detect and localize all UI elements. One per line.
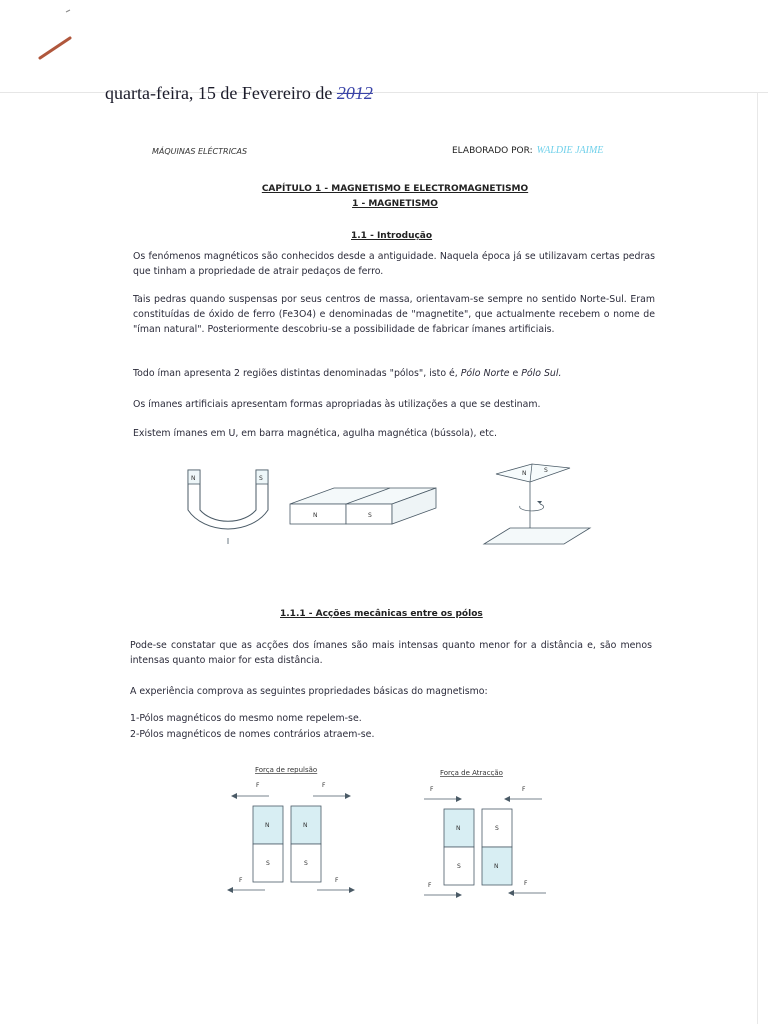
prepared-by xyxy=(452,145,603,156)
compass-south: S xyxy=(544,467,548,474)
bar-magnet-south: S xyxy=(368,512,372,519)
repulsion-m2-bottom: S xyxy=(304,860,308,867)
intro-paragraph-3 xyxy=(133,366,655,381)
attraction-m2-top: S xyxy=(495,825,499,832)
chapter-title: CAPÍTULO 1 - MAGNETISMO E ELECTROMAGNETISMO xyxy=(261,184,529,194)
p3-text: Todo íman apresenta 2 regiões distintas denominadas "pólos", isto é, xyxy=(133,368,461,379)
attraction-figure xyxy=(420,765,555,905)
repulsion-force-bottom-left: F xyxy=(239,877,243,884)
prepared-by-label: ELABORADO POR: xyxy=(452,146,533,156)
repulsion-force-bottom-right: F xyxy=(335,877,339,884)
bar-magnet-figure xyxy=(288,484,443,529)
attraction-force-bottom-right: F xyxy=(524,880,528,887)
u-magnet-figure xyxy=(180,462,280,552)
repulsion-m1-bottom: S xyxy=(266,860,270,867)
p3-and: e xyxy=(509,368,522,379)
repulsion-m2-top: N xyxy=(303,822,308,829)
compass-north: N xyxy=(522,470,527,477)
repulsion-force-top-right: F xyxy=(322,782,326,789)
intro-paragraph-2: Tais pedras quando suspensas por seus centros de massa, orientavam-se sempre no sentido Norte-Sul. Eram constituídas de óxido de ferro (Fe3O4) e denominadas de "magnetite", que actualmente recebem o nome de "íman natural". Posteriormente descobriu-se a possibilidade de fabricar ímanes artificiais. xyxy=(133,294,655,335)
right-rule xyxy=(757,92,758,1024)
actions-paragraph-2: A experiência comprova as seguintes propriedades básicas do magnetismo: xyxy=(130,686,488,697)
chapter-subtitle: 1 - MAGNETISMO xyxy=(352,199,438,209)
date-year: 2012 xyxy=(336,83,373,103)
compass-figure xyxy=(482,456,592,551)
intro-paragraph-1: Os fenómenos magnéticos são conhecidos desde a antiguidade. Naquela época já se utilizavam certas pedras que tinham a propriedade de atrair pedaços de ferro. xyxy=(133,251,655,277)
date-line xyxy=(105,83,373,104)
attraction-caption: Força de Atracção xyxy=(440,769,503,777)
intro-paragraph-4: Os ímanes artificiais apresentam formas apropriadas às utilizações a que se destinam. xyxy=(133,399,541,410)
north-pole-term: Pólo Norte xyxy=(460,368,510,379)
property-item-2: 2-Pólos magnéticos de nomes contrários atraem-se. xyxy=(130,729,375,740)
u-magnet-south: S xyxy=(259,475,263,482)
attraction-m1-bottom: S xyxy=(457,863,461,870)
attraction-force-top-right: F xyxy=(522,786,526,793)
date-text: quarta-feira, 15 de Fevereiro de xyxy=(105,83,337,103)
repulsion-force-top-left: F xyxy=(256,782,260,789)
pen-mark xyxy=(0,0,80,70)
u-magnet-north: N xyxy=(191,475,196,482)
author-name: WALDIE JAIME xyxy=(536,145,604,156)
south-pole-term: Pólo Sul. xyxy=(521,368,562,379)
attraction-force-bottom-left: F xyxy=(428,882,432,889)
section-actions-title: 1.1.1 - Acções mecânicas entre os pólos xyxy=(280,609,483,619)
property-item-1: 1-Pólos magnéticos do mesmo nome repelem-se. xyxy=(130,713,362,724)
attraction-force-top-left: F xyxy=(430,786,434,793)
attraction-m1-top: N xyxy=(456,825,461,832)
bar-magnet-north: N xyxy=(313,512,318,519)
section-intro-title: 1.1 - Introdução xyxy=(351,231,433,241)
intro-paragraph-5: Existem ímanes em U, em barra magnética, agulha magnética (bússola), etc. xyxy=(133,428,498,439)
actions-paragraph-1: Pode-se constatar que as acções dos ímanes são mais intensas quanto menor for a distância e, são menos intensas quanto maior for esta distância. xyxy=(130,640,652,666)
repulsion-caption: Força de repulsão xyxy=(255,766,318,774)
attraction-m2-bottom: N xyxy=(494,863,499,870)
repulsion-figure xyxy=(225,762,360,902)
repulsion-m1-top: N xyxy=(265,822,270,829)
subject-label: MÁQUINAS ELÉCTRICAS xyxy=(152,147,248,156)
